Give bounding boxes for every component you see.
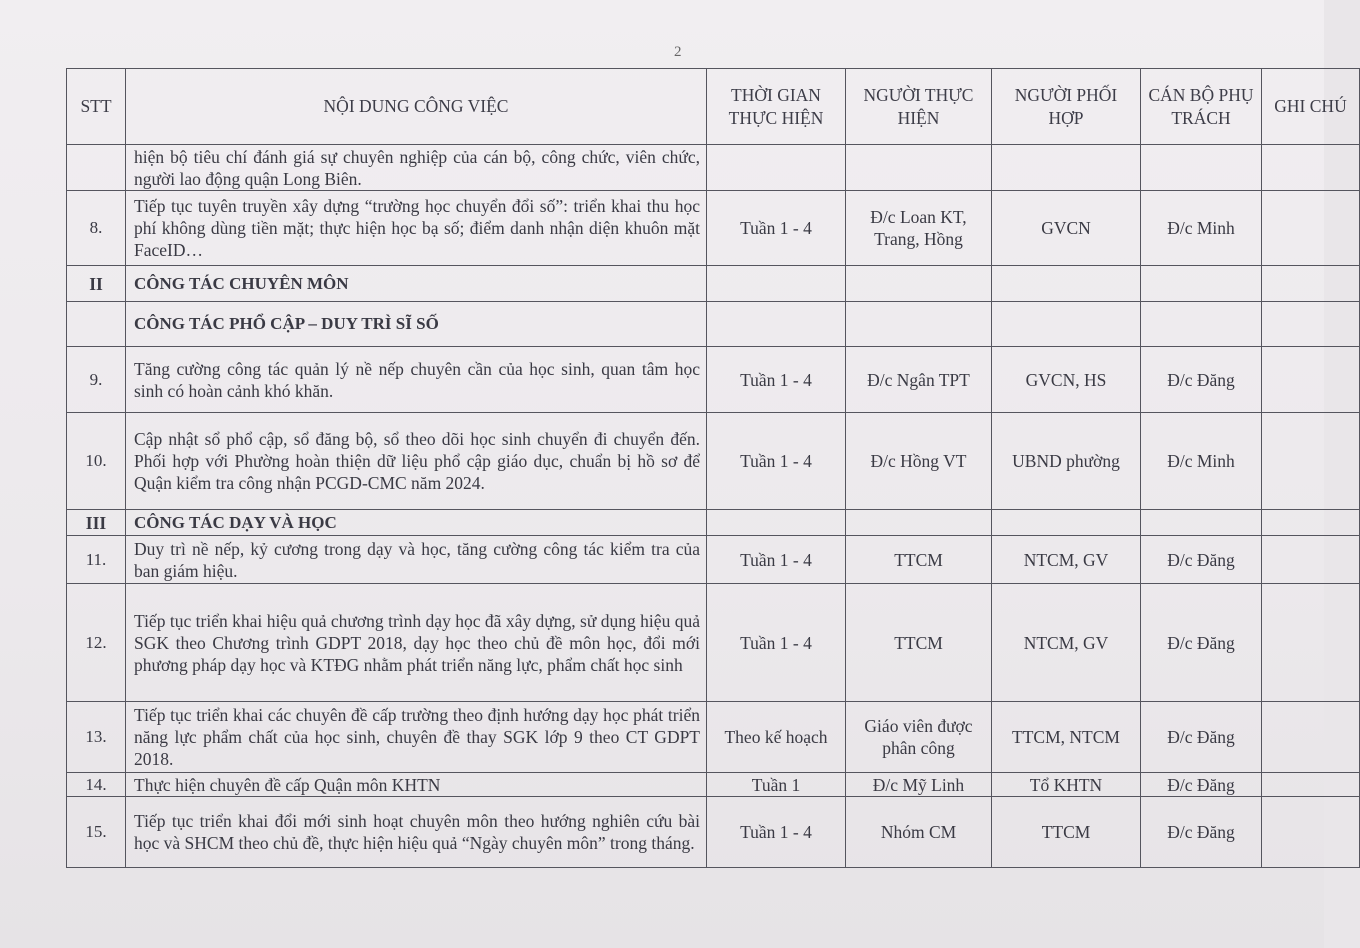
row-manager: Đ/c Đăng xyxy=(1141,347,1262,413)
row-coordinator: GVCN, HS xyxy=(992,347,1141,413)
row-note xyxy=(1262,702,1360,773)
row-time: Tuần 1 - 4 xyxy=(707,536,846,584)
header-stt: STT xyxy=(67,69,126,145)
header-note: GHI CHÚ xyxy=(1262,69,1360,145)
row-person: TTCM xyxy=(846,584,992,702)
row-time: Tuần 1 - 4 xyxy=(707,797,846,868)
row-content: Thực hiện chuyên đề cấp Quận môn KHTN xyxy=(126,773,707,797)
row-time xyxy=(707,145,846,191)
table-row xyxy=(67,347,1360,413)
row-coordinator xyxy=(992,145,1141,191)
table-row xyxy=(67,773,1360,797)
table-row xyxy=(67,536,1360,584)
row-content: Tiếp tục triển khai hiệu quả chương trình dạy học đã xây dựng, sử dụng hiệu quả SGK theo Chương trình GDPT 2018, dạy học theo chủ đề môn học, đổi mới phương pháp dạy học và KTĐG nhằm phát triển năng lực, phẩm chất học sinh xyxy=(126,584,707,702)
row-stt: 12. xyxy=(67,584,126,702)
row-coordinator: GVCN xyxy=(992,191,1141,266)
row-person: Giáo viên được phân công xyxy=(846,702,992,773)
section-title: CÔNG TÁC DẠY VÀ HỌC xyxy=(126,510,707,536)
row-content: Tăng cường công tác quản lý nề nếp chuyên cần của học sinh, quan tâm học sinh có hoàn cảnh khó khăn. xyxy=(126,347,707,413)
table-row xyxy=(67,584,1360,702)
row-person: Đ/c Ngân TPT xyxy=(846,347,992,413)
row-note xyxy=(1262,584,1360,702)
row-coordinator: TTCM xyxy=(992,797,1141,868)
subsection-row xyxy=(67,302,1360,347)
work-plan-table xyxy=(66,68,1360,868)
header-time: THỜI GIAN THỰC HIỆN xyxy=(707,69,846,145)
row-time: Tuần 1 - 4 xyxy=(707,347,846,413)
row-note xyxy=(1262,536,1360,584)
section-row xyxy=(67,510,1360,536)
header-content: NỘI DUNG CÔNG VIỆC xyxy=(126,69,707,145)
row-content: Tiếp tục triển khai các chuyên đề cấp trường theo định hướng dạy học phát triển năng lực phẩm chất của học sinh, chuyên đề thay SGK lớp 9 theo CT GDPT 2018. xyxy=(126,702,707,773)
table-row xyxy=(67,145,1360,191)
row-stt: 8. xyxy=(67,191,126,266)
section-number: II xyxy=(67,266,126,302)
row-note xyxy=(1262,347,1360,413)
row-manager: Đ/c Đăng xyxy=(1141,702,1262,773)
row-stt: 10. xyxy=(67,413,126,510)
header-manager: CÁN BỘ PHỤ TRÁCH xyxy=(1141,69,1262,145)
row-person: Nhóm CM xyxy=(846,797,992,868)
header-person: NGƯỜI THỰC HIỆN xyxy=(846,69,992,145)
row-time: Tuần 1 - 4 xyxy=(707,584,846,702)
row-time: Tuần 1 - 4 xyxy=(707,191,846,266)
row-time: Tuần 1 xyxy=(707,773,846,797)
row-stt: 15. xyxy=(67,797,126,868)
row-person xyxy=(846,145,992,191)
table-row xyxy=(67,797,1360,868)
row-manager: Đ/c Đăng xyxy=(1141,584,1262,702)
row-coordinator: TTCM, NTCM xyxy=(992,702,1141,773)
row-person: Đ/c Hồng VT xyxy=(846,413,992,510)
row-note xyxy=(1262,191,1360,266)
section-title: CÔNG TÁC CHUYÊN MÔN xyxy=(126,266,707,302)
row-stt xyxy=(67,145,126,191)
row-note xyxy=(1262,797,1360,868)
page-number: 2 xyxy=(674,44,682,60)
row-stt: 13. xyxy=(67,702,126,773)
row-manager: Đ/c Đăng xyxy=(1141,773,1262,797)
table-row xyxy=(67,413,1360,510)
section-row xyxy=(67,266,1360,302)
row-note xyxy=(1262,145,1360,191)
row-note xyxy=(1262,773,1360,797)
section-number: III xyxy=(67,510,126,536)
row-stt: 11. xyxy=(67,536,126,584)
row-manager: Đ/c Minh xyxy=(1141,191,1262,266)
table-row xyxy=(67,191,1360,266)
row-coordinator: Tổ KHTN xyxy=(992,773,1141,797)
row-stt: 9. xyxy=(67,347,126,413)
row-coordinator: NTCM, GV xyxy=(992,584,1141,702)
row-content: Tiếp tục tuyên truyền xây dựng “trường học chuyển đổi số”: triển khai thu học phí không dùng tiền mặt; thực hiện học bạ số; điểm danh nhận diện khuôn mặt FaceID… xyxy=(126,191,707,266)
row-person: Đ/c Loan KT, Trang, Hồng xyxy=(846,191,992,266)
table-row xyxy=(67,702,1360,773)
row-person: Đ/c Mỹ Linh xyxy=(846,773,992,797)
row-time: Theo kế hoạch xyxy=(707,702,846,773)
header-row xyxy=(67,69,1360,145)
subsection-title: CÔNG TÁC PHỔ CẬP – DUY TRÌ SĨ SỐ xyxy=(126,302,707,347)
row-manager: Đ/c Đăng xyxy=(1141,536,1262,584)
row-note xyxy=(1262,413,1360,510)
row-manager: Đ/c Đăng xyxy=(1141,797,1262,868)
row-content: Tiếp tục triển khai đổi mới sinh hoạt chuyên môn theo hướng nghiên cứu bài học và SHCM theo chủ đề, thực hiện hiệu quả “Ngày chuyên môn” trong tháng. xyxy=(126,797,707,868)
row-manager xyxy=(1141,145,1262,191)
row-manager: Đ/c Minh xyxy=(1141,413,1262,510)
row-stt: 14. xyxy=(67,773,126,797)
header-coordinator: NGƯỜI PHỐI HỢP xyxy=(992,69,1141,145)
row-time: Tuần 1 - 4 xyxy=(707,413,846,510)
row-coordinator: NTCM, GV xyxy=(992,536,1141,584)
row-person: TTCM xyxy=(846,536,992,584)
row-coordinator: UBND phường xyxy=(992,413,1141,510)
row-content: Cập nhật sổ phổ cập, sổ đăng bộ, sổ theo dõi học sinh chuyển đi chuyển đến. Phối hợp với Phường hoàn thiện dữ liệu phổ cập giáo dục, chuẩn bị hồ sơ để Quận kiểm tra công nhận PCGD-CMC năm 2024. xyxy=(126,413,707,510)
row-content: Duy trì nề nếp, kỷ cương trong dạy và học, tăng cường công tác kiểm tra của ban giám hiệu. xyxy=(126,536,707,584)
row-content: hiện bộ tiêu chí đánh giá sự chuyên nghiệp của cán bộ, công chức, viên chức, người lao động quận Long Biên. xyxy=(126,145,707,191)
